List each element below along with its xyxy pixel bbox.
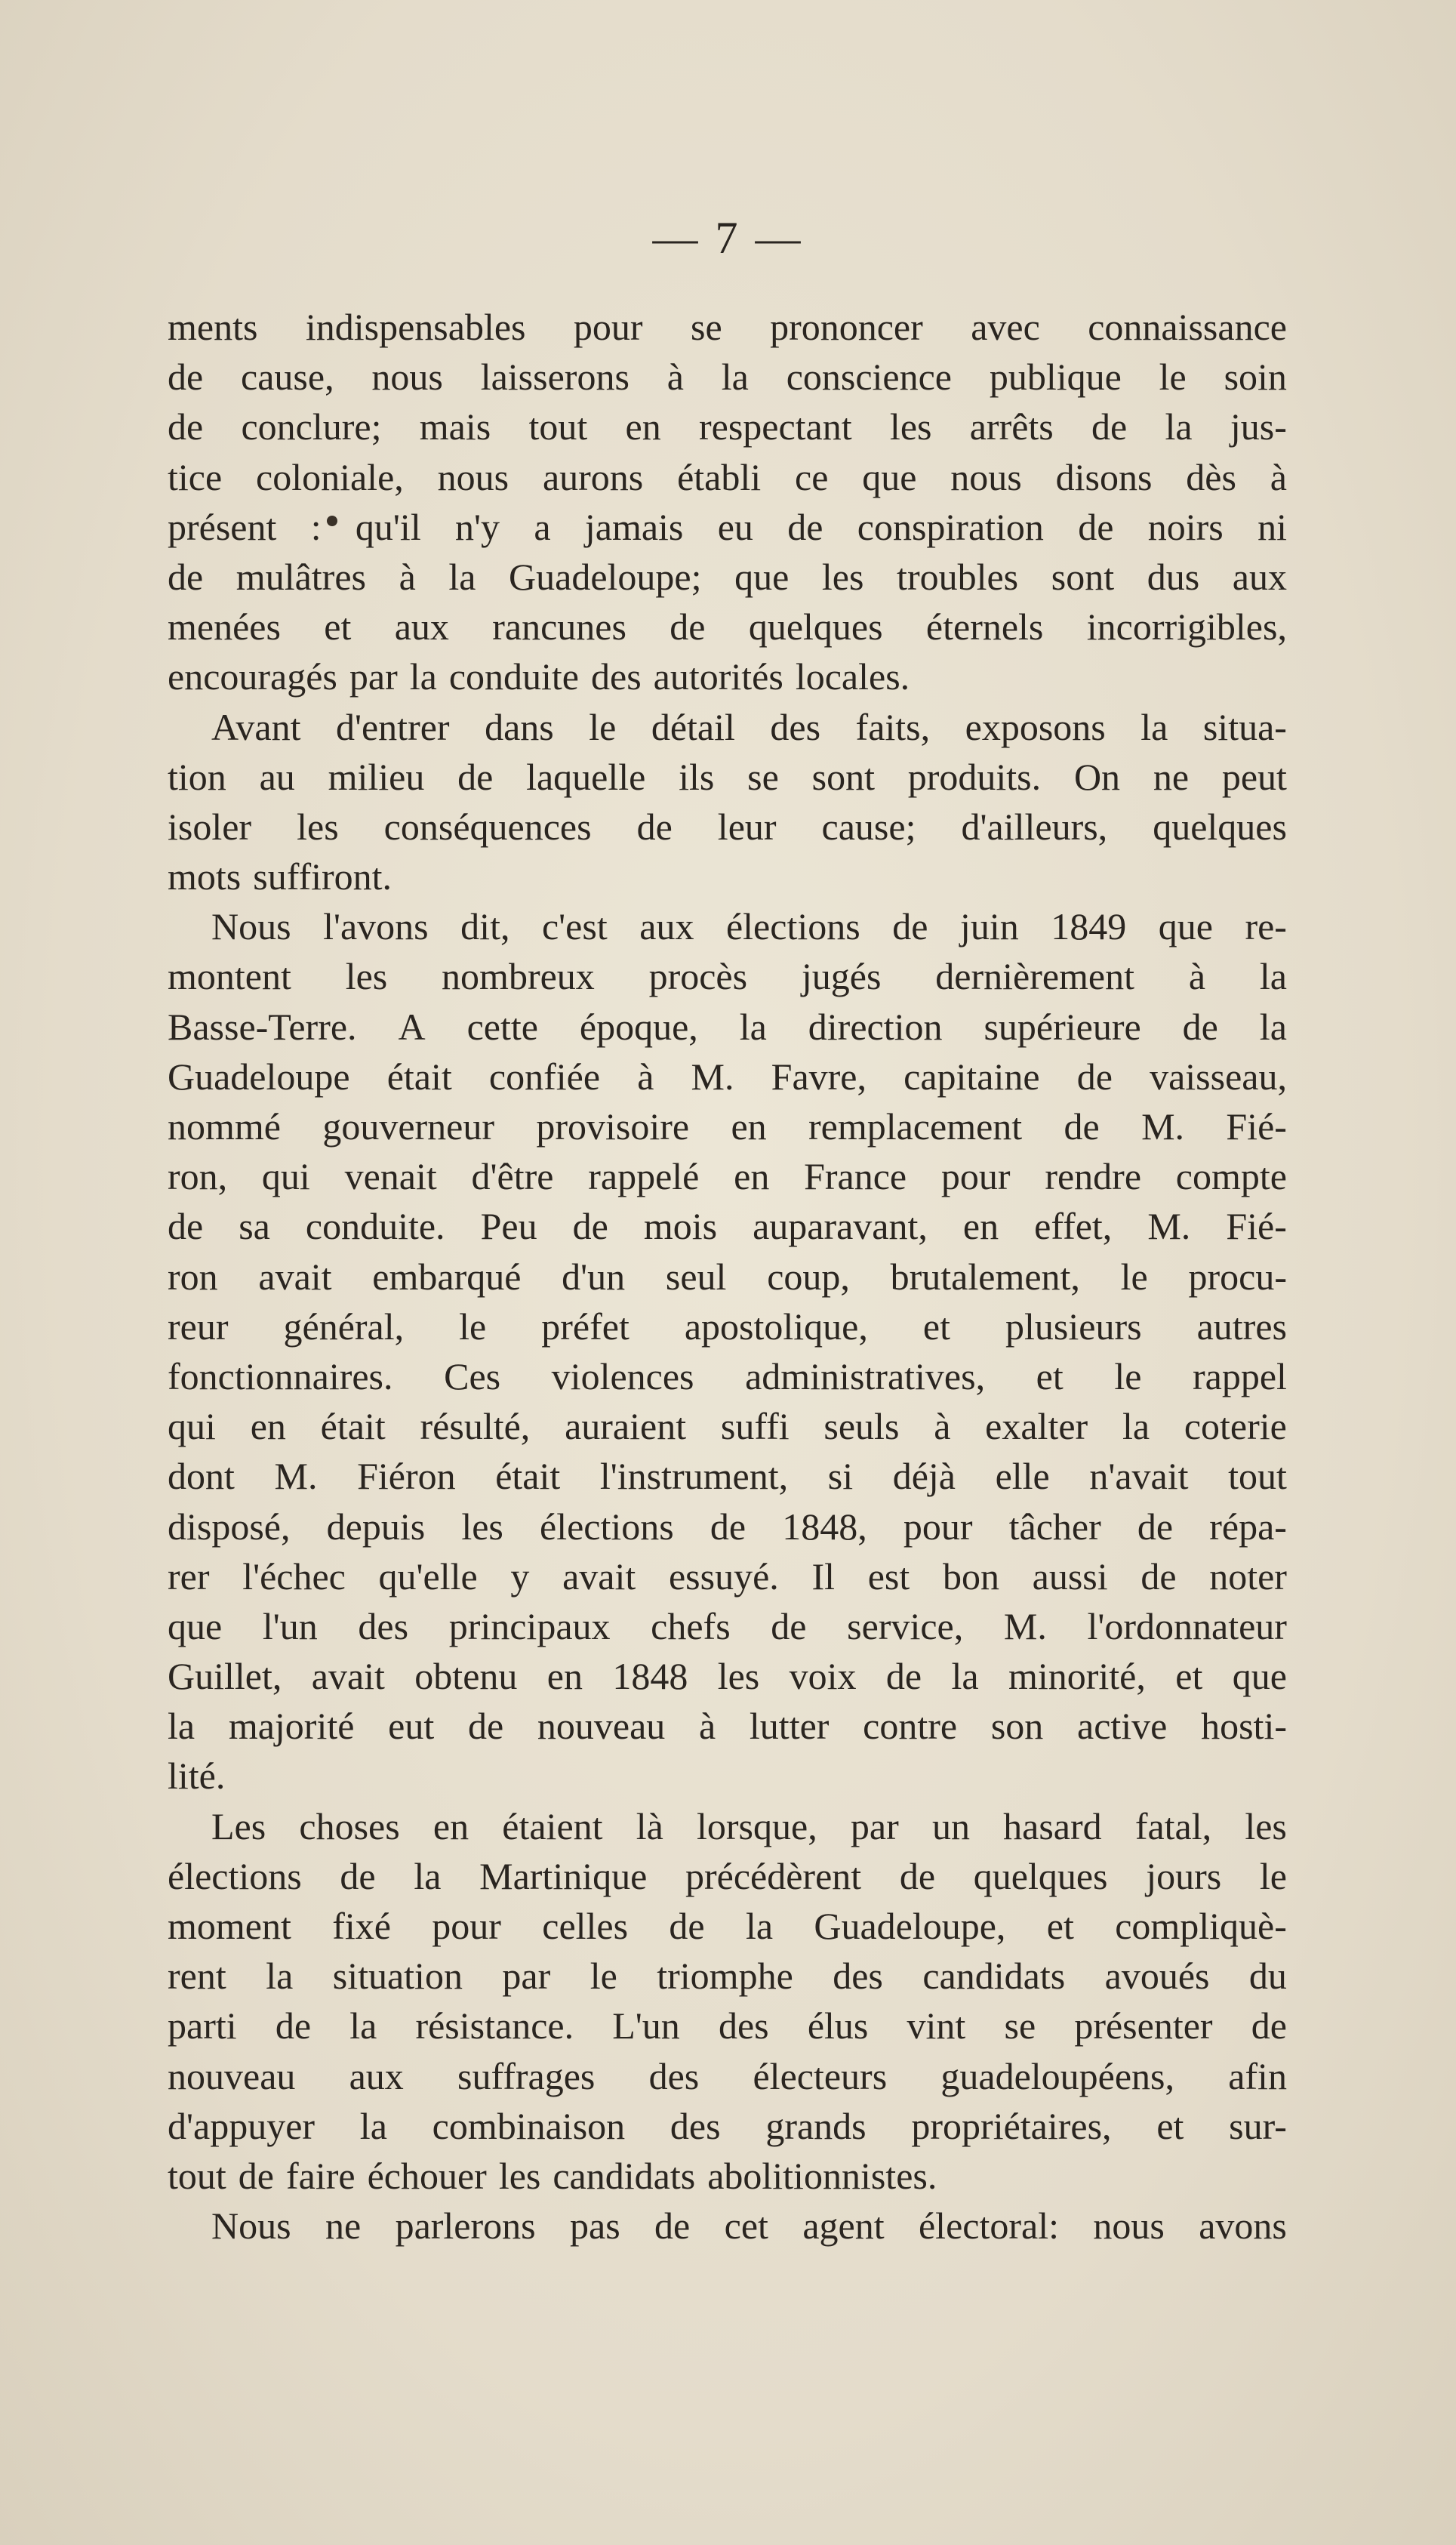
text-line: ron avait embarqué d'un seul coup, brutalement, le procu- xyxy=(168,1255,1287,1298)
text-line: ron, qui venait d'être rappelé en France pour rendre compte xyxy=(168,1155,1287,1198)
text-line: d'appuyer la combinaison des grands propriétaires, et sur- xyxy=(168,2104,1287,2147)
text-line: fonctionnaires. Ces violences administratives, et le rappel xyxy=(168,1354,1287,1397)
text-line: dont M. Fiéron était l'instrument, si déjà elle n'avait tout xyxy=(168,1455,1287,1498)
text-line: ments indispensables pour se prononcer avec connaissance xyxy=(168,306,1287,348)
text-line: mots suffiront. xyxy=(168,855,392,898)
text-line: présent : qu'il n'y a jamais eu de conspiration de noirs ni xyxy=(168,505,1287,548)
text-line: moment fixé pour celles de la Guadeloupe, et compliquè- xyxy=(168,1905,1287,1947)
text-line: Basse-Terre. A cette époque, la direction supérieure de la xyxy=(168,1005,1287,1048)
text-line: Guadeloupe était confiée à M. Favre, capitaine de vaisseau, xyxy=(168,1055,1287,1098)
text-line: rent la situation par le triomphe des candidats avoués du xyxy=(168,1955,1287,1998)
text-line: de cause, nous laisserons à la conscience publique le soin xyxy=(168,356,1287,399)
text-line: tout de faire échouer les candidats abolitionnistes. xyxy=(168,2154,937,2197)
text-line: encouragés par la conduite des autorités locales. xyxy=(168,655,910,698)
text-line: Nous ne parlerons pas de cet agent électoral: nous avons xyxy=(211,2205,1287,2248)
text-line: de sa conduite. Peu de mois auparavant, en effet, M. Fié- xyxy=(168,1205,1287,1248)
text-line: montent les nombreux procès jugés dernièrement à la xyxy=(168,955,1287,998)
text-line: isoler les conséquences de leur cause; d'ailleurs, quelques xyxy=(168,805,1287,848)
text-line: élections de la Martinique précédèrent de quelques jours le xyxy=(168,1854,1287,1897)
text-line: nommé gouverneur provisoire en remplacement de M. Fié- xyxy=(168,1105,1287,1148)
text-line: tion au milieu de laquelle ils se sont produits. On ne peut xyxy=(168,755,1287,798)
text-line: reur général, le préfet apostolique, et plusieurs autres xyxy=(168,1305,1287,1348)
text-line: que l'un des principaux chefs de service, M. l'ordonnateur xyxy=(168,1604,1287,1647)
text-line: de mulâtres à la Guadeloupe; que les troubles sont dus aux xyxy=(168,555,1287,598)
text-line: de conclure; mais tout en respectant les arrêts de la jus- xyxy=(168,405,1287,448)
text-line: Guillet, avait obtenu en 1848 les voix de la minorité, et que xyxy=(168,1655,1287,1698)
text-line: parti de la résistance. L'un des élus vint se présenter de xyxy=(168,2004,1287,2047)
text-line: Les choses en étaient là lorsque, par un hasard fatal, les xyxy=(211,1804,1287,1847)
page-number: — 7 — xyxy=(652,213,804,263)
text-line: Nous l'avons dit, c'est aux élections de juin 1849 que re- xyxy=(211,905,1287,948)
text-line: la majorité eut de nouveau à lutter contre son active hosti- xyxy=(168,1705,1287,1748)
text-line: lité. xyxy=(168,1755,226,1798)
text-line: disposé, depuis les élections de 1848, pour tâcher de répa- xyxy=(168,1505,1287,1548)
text-line: nouveau aux suffrages des électeurs guadeloupéens, afin xyxy=(168,2054,1287,2097)
text-line: qui en était résulté, auraient suffi seuls à exalter la coterie xyxy=(168,1405,1287,1448)
text-line: rer l'échec qu'elle y avait essuyé. Il est bon aussi de noter xyxy=(168,1554,1287,1598)
text-line: Avant d'entrer dans le détail des faits, exposons la situa- xyxy=(211,705,1287,748)
text-line: menées et aux rancunes de quelques éternels incorrigibles, xyxy=(168,605,1287,649)
text-line: tice coloniale, nous aurons établi ce que nous disons dès à xyxy=(168,455,1287,498)
body-text xyxy=(168,302,1287,2251)
